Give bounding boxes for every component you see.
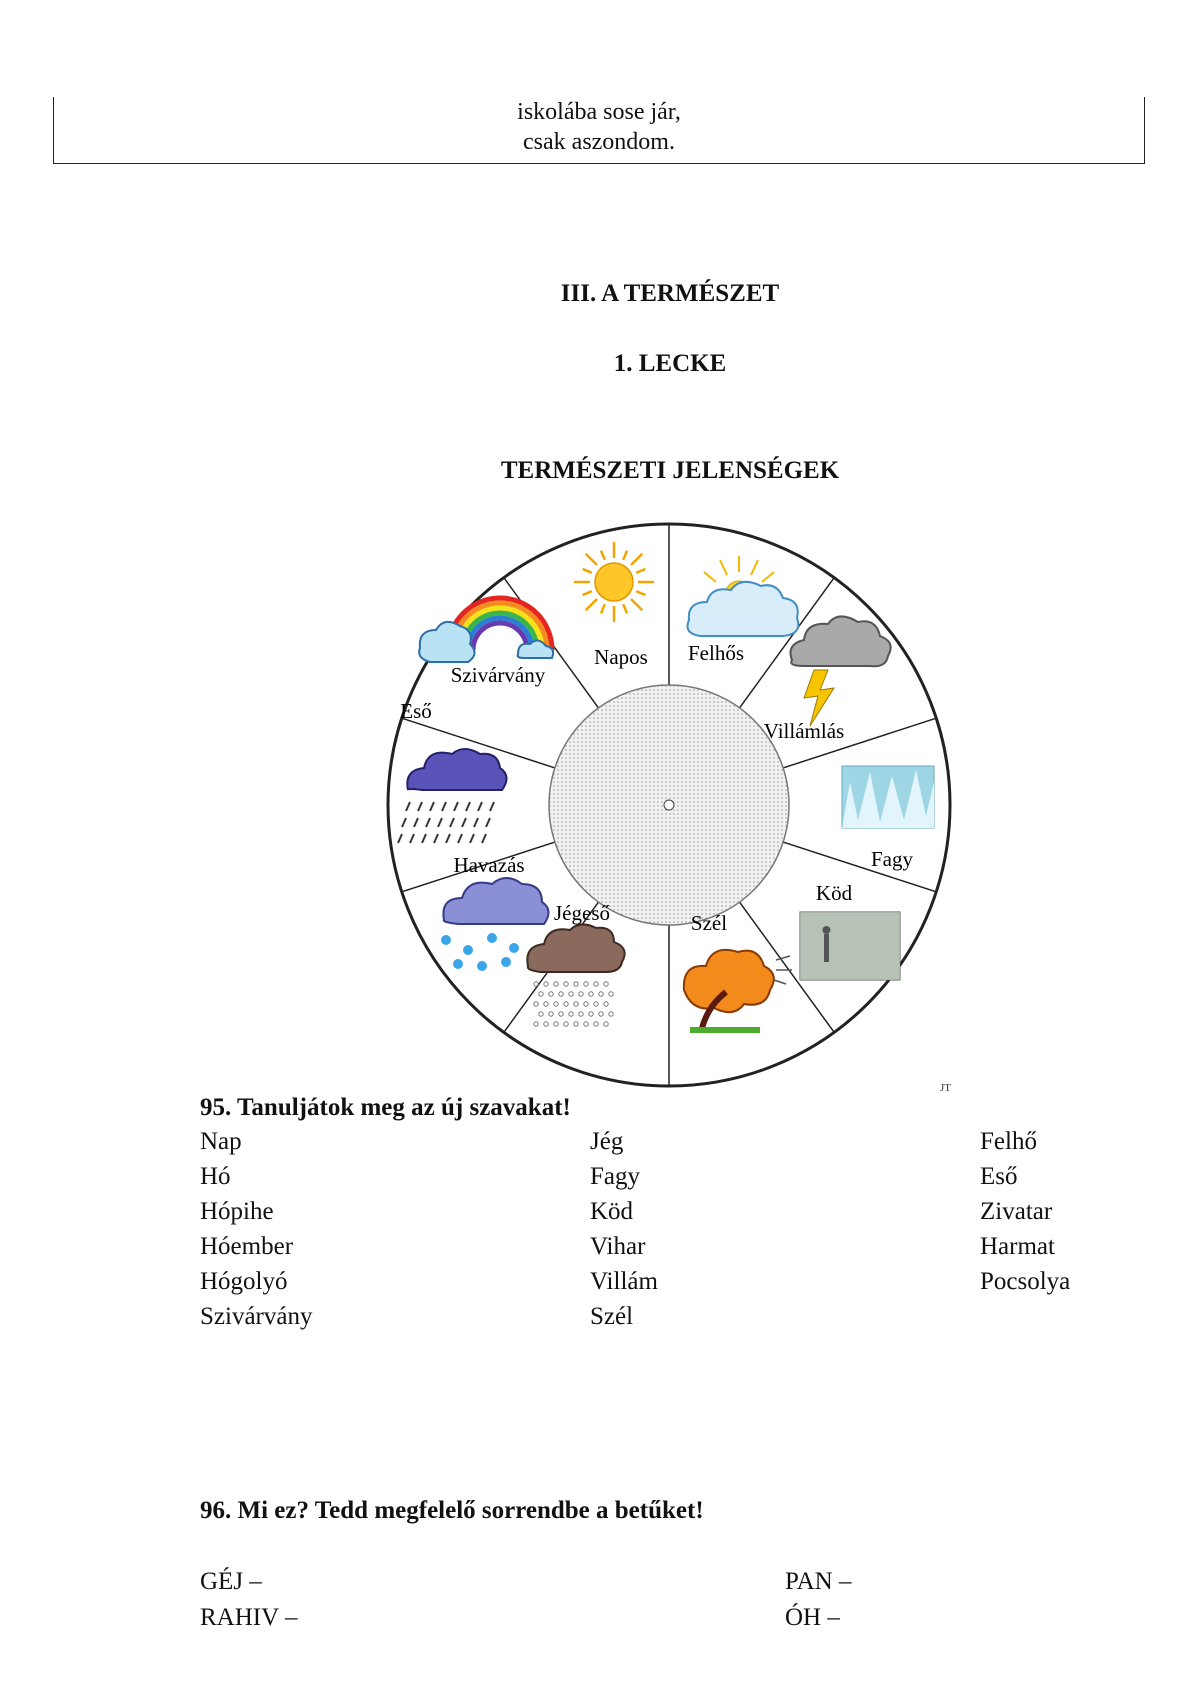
scrambled-word: GÉJ –	[200, 1568, 262, 1595]
scrambled-word: ÓH –	[785, 1604, 840, 1631]
snowflake	[463, 945, 473, 955]
snowflake	[509, 943, 519, 953]
segment-label: Jégeső	[554, 901, 610, 925]
vocab-word: Hógolyó	[200, 1268, 288, 1295]
vocab-word: Pocsolya	[980, 1268, 1071, 1295]
sun-icon	[574, 542, 654, 622]
segment-label: Villámlás	[763, 719, 845, 743]
segment-label: Fagy	[871, 847, 913, 871]
chapter-title: III. A TERMÉSZET	[560, 280, 780, 307]
poem-line: iskolába sose jár,	[517, 99, 681, 125]
vocab-word: Hóember	[200, 1233, 294, 1260]
section-title: TERMÉSZETI JELENSÉGEK	[500, 457, 840, 484]
weather-wheel	[384, 520, 954, 1090]
vocab-word: Fagy	[590, 1163, 640, 1190]
snowflake	[477, 961, 487, 971]
snowflake	[441, 935, 451, 945]
snowflake	[453, 959, 463, 969]
fog-icon	[800, 912, 900, 980]
segment-label: Szél	[690, 911, 728, 935]
vocab-word: Eső	[980, 1163, 1018, 1190]
vocab-word: Vihar	[590, 1233, 646, 1260]
snowflake	[487, 933, 497, 943]
scrambled-word: PAN –	[785, 1568, 852, 1595]
poem-line: csak aszondom.	[523, 129, 675, 155]
lesson-title: 1. LECKE	[613, 350, 727, 377]
vocab-word: Nap	[200, 1128, 242, 1155]
wheel-center-pin	[664, 800, 674, 810]
scrambled-word: RAHIV –	[200, 1604, 298, 1631]
segment-label: Felhős	[687, 641, 745, 665]
segment-label: Havazás	[453, 853, 525, 877]
vocab-word: Hó	[200, 1163, 231, 1190]
vocab-word: Harmat	[980, 1233, 1055, 1260]
vocab-word: Jég	[590, 1128, 624, 1155]
segment-label: Eső	[400, 699, 432, 723]
exercise-96-title: 96. Mi ez? Tedd megfelelő sorrendbe a betűket!	[200, 1497, 704, 1524]
vocab-word: Zivatar	[980, 1198, 1053, 1225]
segment-label: Köd	[815, 881, 853, 905]
poem-box	[53, 97, 1145, 164]
segment-label: Szivárvány	[450, 663, 546, 687]
frost-icon	[842, 766, 934, 828]
vocab-word: Villám	[590, 1268, 658, 1295]
vocab-word: Köd	[590, 1198, 634, 1225]
snowflake	[501, 957, 511, 967]
vocab-word: Felhő	[980, 1128, 1037, 1155]
segment-label: Napos	[594, 645, 648, 669]
vocab-word: Szivárvány	[200, 1303, 313, 1330]
vocab-word: Szél	[590, 1303, 634, 1330]
vocab-word: Hópihe	[200, 1198, 274, 1225]
image-credit: JT	[940, 1082, 951, 1094]
exercise-95-title: 95. Tanuljátok meg az új szavakat!	[200, 1094, 571, 1121]
